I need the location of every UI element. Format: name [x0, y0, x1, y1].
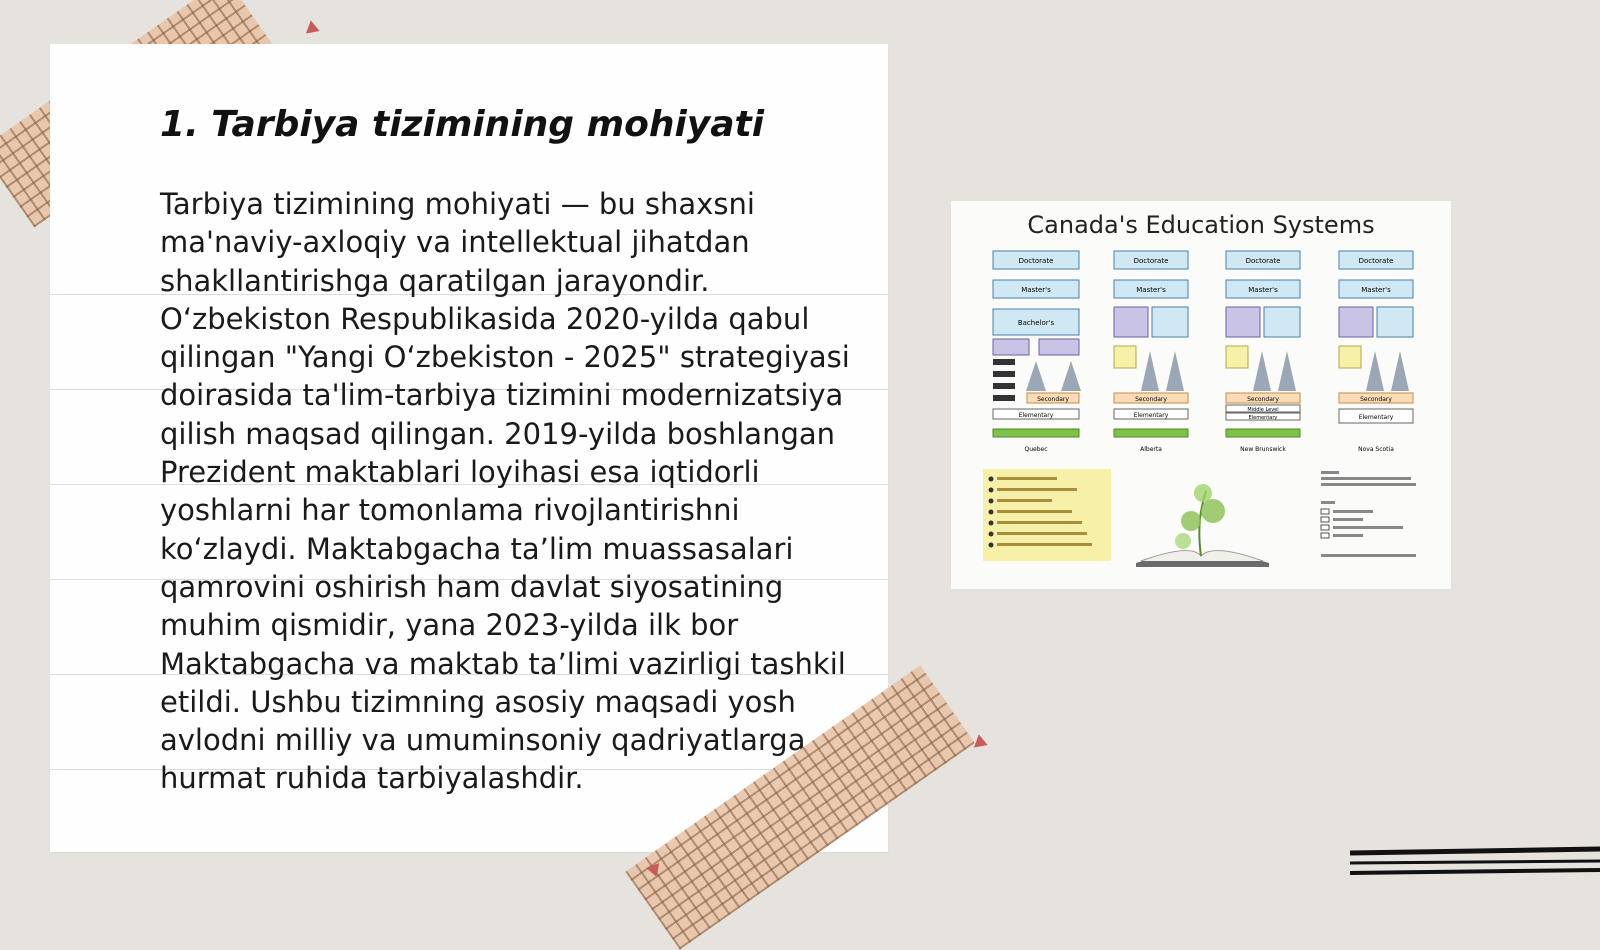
column-footer: Quebec — [1024, 446, 1048, 453]
level-label: Master's — [1136, 286, 1166, 294]
level-label: Doctorate — [1358, 257, 1394, 265]
education-diagram — [951, 201, 1451, 589]
diagram-column-1 — [993, 251, 1081, 453]
level-label: Doctorate — [1133, 257, 1169, 265]
slide-body-text: Tarbiya tizimining mohiyati — bu shaxsni ma'naviy-axloqiy va intellektual jihatdan shakllantirishga qaratilgan jarayondir. O‘zbekiston Respublikasida 2020-yilda qabul qilingan "Yangi O‘zbekiston - 2025" strategiyasi doirasida ta'lim-tarbiya tizimini modernizatsiya qilish maqsad qilingan. 2019-yilda boshlangan Prezident maktablari loyihasi esa iqtidorli yoshlarni har tomonlama rivojlantirishni ko‘zlaydi. Maktabgacha ta’lim muassasalari qamrovini oshirish ham davlat siyosatining muhim qismidir, yana 2023-yilda ilk bor Maktabgacha va maktab ta’limi vazirligi tashkil etildi. Ushbu tizimning asosiy maqsadi yosh avlodni milliy va umuminsoniy qadriyatlarga hurmat ruhida tarbiyalashdir. — [160, 187, 850, 796]
level-label: Doctorate — [1018, 257, 1054, 265]
pin-marker — [974, 734, 990, 751]
figure-title: Canada's Education Systems — [1027, 211, 1375, 239]
level-label: Secondary — [1135, 396, 1167, 403]
level-label: Secondary — [1037, 396, 1069, 403]
level-label: Elementary — [1248, 415, 1278, 421]
pin-marker — [306, 20, 322, 37]
level-label: Secondary — [1360, 396, 1392, 403]
education-systems-figure — [950, 200, 1452, 590]
column-footer: New Brunswick — [1240, 446, 1286, 453]
scribble-decoration — [1350, 845, 1600, 905]
level-label: Master's — [1021, 286, 1051, 294]
level-label: Elementary — [1133, 412, 1169, 419]
diagram-column-4 — [1339, 251, 1413, 453]
column-footer: Alberta — [1140, 446, 1162, 453]
level-label: Elementary — [1018, 412, 1054, 419]
level-label: Middle Level — [1247, 407, 1279, 413]
level-label: Doctorate — [1245, 257, 1281, 265]
slide-title: 1. Tarbiya tizimining mohiyati — [160, 104, 765, 145]
book-plant-illustration — [1136, 484, 1269, 567]
diagram-column-3 — [1226, 251, 1300, 453]
legend-panel — [1321, 471, 1416, 557]
notes-panel — [983, 469, 1111, 561]
column-footer: Nova Scotia — [1358, 446, 1394, 453]
pin-marker — [645, 861, 659, 877]
level-label: Elementary — [1358, 414, 1394, 421]
level-label: Master's — [1248, 286, 1278, 294]
level-label: Bachelor's — [1017, 319, 1055, 327]
level-label: Secondary — [1247, 396, 1279, 403]
diagram-column-2 — [1114, 251, 1188, 453]
level-label: Master's — [1361, 286, 1391, 294]
